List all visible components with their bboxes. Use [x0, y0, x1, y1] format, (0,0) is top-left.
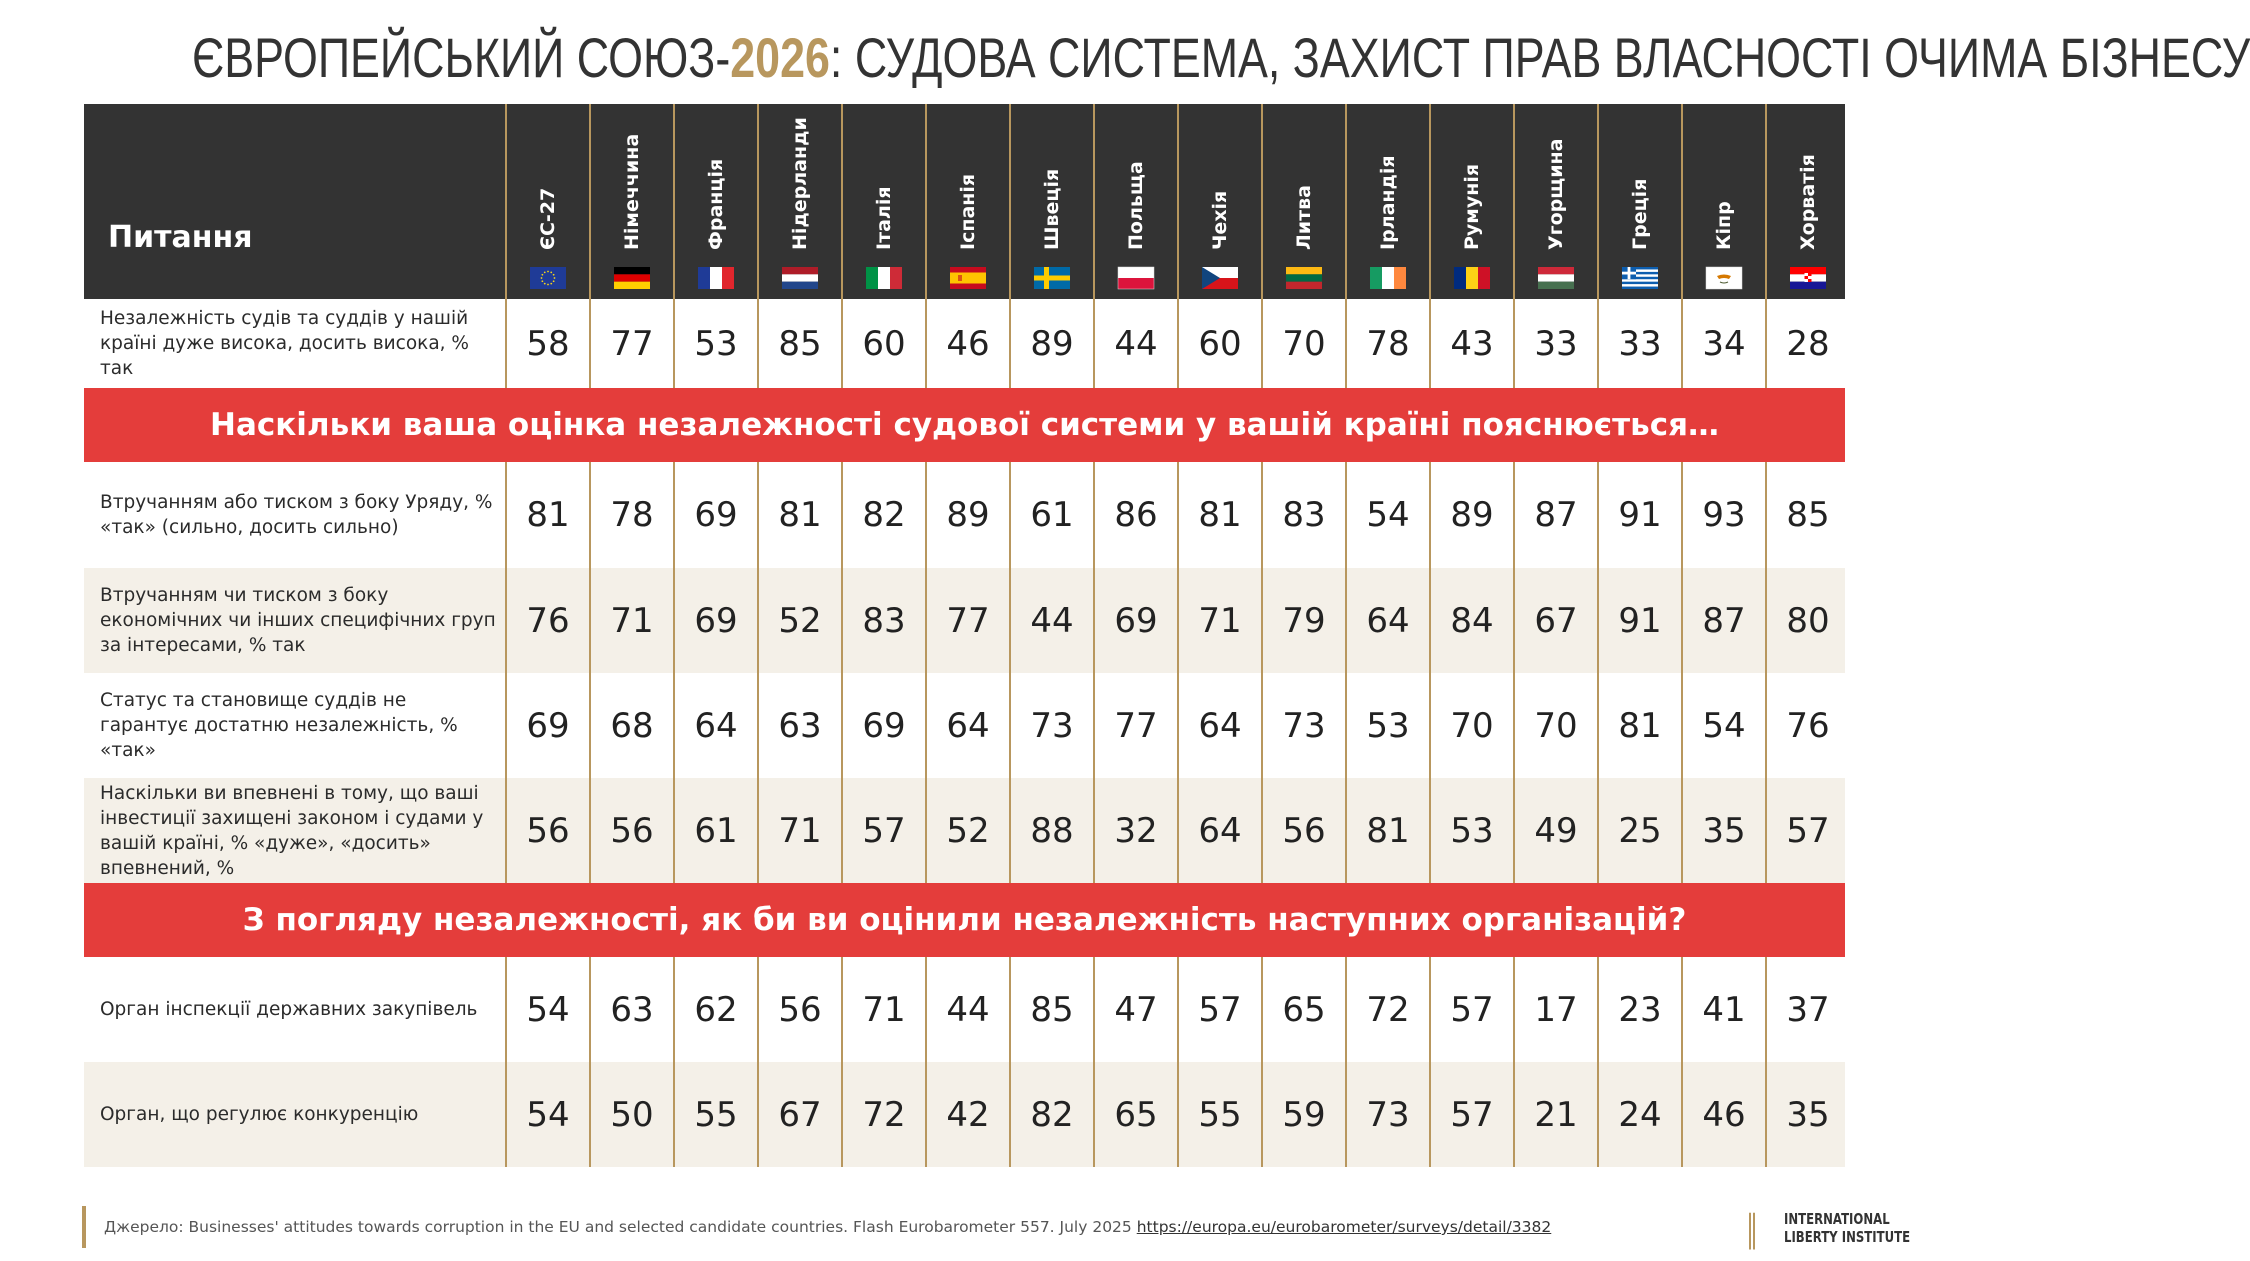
- value-cell: 52: [946, 810, 990, 851]
- value-cell: 83: [862, 600, 906, 641]
- question-text: Орган інспекції державних закупівель: [100, 999, 478, 1020]
- value-cell: 64: [694, 705, 738, 746]
- column-divider: [1345, 462, 1347, 883]
- value-cell: 42: [946, 1094, 990, 1135]
- value-cell: 61: [1030, 495, 1074, 535]
- value-cell: 52: [778, 600, 822, 641]
- section-banner: З погляду незалежності, як би ви оцінили незалежність наступних організацій?: [84, 883, 1845, 957]
- value-cell: 57: [1786, 810, 1830, 851]
- question-column-label: Питання: [108, 220, 253, 255]
- column-divider: [1093, 957, 1095, 1167]
- table-row: [84, 462, 1845, 568]
- value-cell: 80: [1786, 600, 1830, 641]
- value-cell: 63: [778, 705, 822, 746]
- value-cell: 78: [1366, 323, 1410, 364]
- question-text: Орган, що регулює конкуренцію: [100, 1104, 419, 1125]
- table-header: [84, 104, 1845, 299]
- value-cell: 43: [1450, 323, 1494, 364]
- country-name: Нідерланди: [789, 117, 811, 250]
- value-cell: 93: [1702, 495, 1746, 535]
- value-cell: 65: [1282, 989, 1326, 1030]
- value-cell: 46: [946, 323, 990, 364]
- country-name: ЄС-27: [537, 187, 559, 250]
- column-divider: [1681, 957, 1683, 1167]
- value-cell: 54: [1366, 495, 1410, 535]
- column-divider: [1345, 104, 1347, 388]
- value-cell: 70: [1450, 705, 1494, 746]
- value-cell: 25: [1618, 810, 1662, 851]
- value-cell: 50: [610, 1094, 654, 1135]
- column-divider: [1009, 957, 1011, 1167]
- value-cell: 65: [1114, 1094, 1158, 1135]
- column-header-3: [758, 104, 842, 299]
- value-cell: 87: [1702, 600, 1746, 641]
- value-cell: 81: [1366, 810, 1410, 851]
- spain-flag-icon: [950, 267, 986, 289]
- value-cell: 83: [1282, 495, 1326, 535]
- column-divider: [925, 462, 927, 883]
- value-cell: 82: [862, 495, 906, 535]
- value-cell: 17: [1534, 989, 1578, 1030]
- value-cell: 67: [1534, 600, 1578, 641]
- title-part1: ЄВРОПЕЙСЬКИЙ СОЮЗ-: [192, 26, 731, 89]
- value-cell: 73: [1030, 705, 1074, 746]
- column-divider: [505, 957, 507, 1167]
- value-cell: 72: [1366, 989, 1410, 1030]
- value-cell: 44: [1114, 323, 1158, 364]
- cyprus-flag-icon: [1706, 267, 1742, 289]
- value-cell: 71: [862, 989, 906, 1030]
- question-text: Втручанням чи тиском з боку економічних чи інших специфічних груп за інтересами, % так: [100, 585, 496, 656]
- value-cell: 60: [862, 323, 906, 364]
- column-divider: [1345, 957, 1347, 1167]
- column-divider: [589, 462, 591, 883]
- value-cell: 88: [1030, 810, 1074, 851]
- survey-table: [84, 104, 1845, 1184]
- value-cell: 84: [1450, 600, 1494, 641]
- column-divider: [589, 957, 591, 1167]
- ili-logo-icon: ||: [1746, 1205, 1755, 1250]
- romania-flag-icon: [1454, 267, 1490, 289]
- value-cell: 85: [778, 323, 822, 364]
- value-cell: 87: [1534, 495, 1578, 535]
- value-cell: 89: [946, 495, 990, 535]
- value-cell: 62: [694, 989, 738, 1030]
- value-cell: 64: [1198, 810, 1242, 851]
- question-text: Наскільки ви впевнені в тому, що ваші інвестиції захищені законом і судами у вашій країні, % «дуже», «досить» впевнений, %: [100, 782, 484, 879]
- lithuania-flag-icon: [1286, 267, 1322, 289]
- column-header-4: [842, 104, 926, 299]
- column-header-13: [1598, 104, 1682, 299]
- value-cell: 53: [694, 323, 738, 364]
- value-cell: 47: [1114, 989, 1158, 1030]
- question-text: Статус та становище суддів не гарантує достатню незалежність, % «так»: [100, 690, 458, 761]
- value-cell: 72: [862, 1094, 906, 1135]
- country-name: Італія: [873, 186, 895, 250]
- value-cell: 60: [1198, 323, 1242, 364]
- country-name: Швеція: [1041, 168, 1063, 250]
- value-cell: 77: [1114, 705, 1158, 746]
- column-header-2: [674, 104, 758, 299]
- column-header-5: [926, 104, 1010, 299]
- column-divider: [1009, 462, 1011, 883]
- value-cell: 56: [778, 989, 822, 1030]
- value-cell: 76: [1786, 705, 1830, 746]
- column-header-15: [1766, 104, 1850, 299]
- value-cell: 56: [526, 810, 570, 851]
- column-divider: [1261, 957, 1263, 1167]
- source-note: [104, 1218, 1551, 1236]
- column-divider: [1093, 462, 1095, 883]
- italy-flag-icon: [866, 267, 902, 289]
- column-divider: [1597, 104, 1599, 388]
- value-cell: 54: [526, 1094, 570, 1135]
- value-cell: 81: [1618, 705, 1662, 746]
- value-cell: 89: [1030, 323, 1074, 364]
- value-cell: 33: [1534, 323, 1578, 364]
- value-cell: 44: [946, 989, 990, 1030]
- column-divider: [1429, 462, 1431, 883]
- value-cell: 81: [778, 495, 822, 535]
- column-divider: [757, 462, 759, 883]
- country-name: Угорщина: [1545, 138, 1567, 250]
- table-row: [84, 778, 1845, 883]
- france-flag-icon: [698, 267, 734, 289]
- croatia-flag-icon: [1790, 267, 1826, 289]
- value-cell: 57: [862, 810, 906, 851]
- column-divider: [1177, 462, 1179, 883]
- value-cell: 57: [1450, 1094, 1494, 1135]
- column-divider: [1513, 957, 1515, 1167]
- value-cell: 56: [1282, 810, 1326, 851]
- column-header-11: [1430, 104, 1514, 299]
- column-divider: [1177, 104, 1179, 388]
- value-cell: 69: [862, 705, 906, 746]
- czechia-flag-icon: [1202, 267, 1238, 289]
- column-divider: [1177, 957, 1179, 1167]
- value-cell: 32: [1114, 810, 1158, 851]
- column-divider: [1765, 104, 1767, 388]
- column-divider: [1681, 462, 1683, 883]
- table-row: [84, 957, 1845, 1062]
- value-cell: 28: [1786, 323, 1830, 364]
- country-name: Іспанія: [957, 173, 979, 250]
- table-row: [84, 299, 1845, 388]
- country-name: Ірландія: [1377, 155, 1399, 250]
- greece-flag-icon: [1622, 267, 1658, 289]
- column-divider: [673, 462, 675, 883]
- table-row: [84, 568, 1845, 673]
- value-cell: 21: [1534, 1094, 1578, 1135]
- value-cell: 68: [610, 705, 654, 746]
- source-link[interactable]: https://europa.eu/eurobarometer/surveys/detail/3382: [1136, 1218, 1552, 1236]
- source-text: Джерело: Businesses' attitudes towards corruption in the EU and selected candidate countries. Flash Eurobarometer 557. July 2025: [104, 1218, 1137, 1236]
- column-divider: [757, 104, 759, 388]
- column-divider: [1513, 104, 1515, 388]
- value-cell: 35: [1702, 810, 1746, 851]
- value-cell: 46: [1702, 1094, 1746, 1135]
- column-divider: [505, 104, 507, 388]
- country-name: Польща: [1125, 161, 1147, 250]
- value-cell: 69: [1114, 600, 1158, 641]
- value-cell: 73: [1366, 1094, 1410, 1135]
- column-divider: [1765, 957, 1767, 1167]
- value-cell: 41: [1702, 989, 1746, 1030]
- country-name: Румунія: [1461, 163, 1483, 250]
- value-cell: 71: [778, 810, 822, 851]
- value-cell: 81: [526, 495, 570, 535]
- poland-flag-icon: [1118, 267, 1154, 289]
- column-divider: [1597, 462, 1599, 883]
- value-cell: 78: [610, 495, 654, 535]
- table-row: [84, 673, 1845, 778]
- value-cell: 69: [694, 495, 738, 535]
- column-divider: [1261, 462, 1263, 883]
- column-divider: [1261, 104, 1263, 388]
- country-name: Кіпр: [1713, 201, 1735, 250]
- ireland-flag-icon: [1370, 267, 1406, 289]
- value-cell: 37: [1786, 989, 1830, 1030]
- value-cell: 59: [1282, 1094, 1326, 1135]
- value-cell: 70: [1282, 323, 1326, 364]
- value-cell: 55: [1198, 1094, 1242, 1135]
- value-cell: 44: [1030, 600, 1074, 641]
- column-divider: [925, 104, 927, 388]
- column-divider: [925, 957, 927, 1167]
- value-cell: 82: [1030, 1094, 1074, 1135]
- column-divider: [1513, 462, 1515, 883]
- value-cell: 24: [1618, 1094, 1662, 1135]
- column-divider: [1009, 104, 1011, 388]
- value-cell: 77: [610, 323, 654, 364]
- value-cell: 73: [1282, 705, 1326, 746]
- value-cell: 56: [610, 810, 654, 851]
- value-cell: 33: [1618, 323, 1662, 364]
- section-banner: Наскільки ваша оцінка незалежності судової системи у вашій країні пояснюється…: [84, 388, 1845, 462]
- column-divider: [1429, 957, 1431, 1167]
- value-cell: 63: [610, 989, 654, 1030]
- value-cell: 49: [1534, 810, 1578, 851]
- country-name: Франція: [705, 158, 727, 250]
- institute-logo: [1746, 1202, 1911, 1252]
- column-header-12: [1514, 104, 1598, 299]
- value-cell: 55: [694, 1094, 738, 1135]
- column-divider: [757, 957, 759, 1167]
- table-row: [84, 1062, 1845, 1167]
- value-cell: 64: [946, 705, 990, 746]
- value-cell: 53: [1450, 810, 1494, 851]
- column-divider: [1765, 462, 1767, 883]
- value-cell: 71: [1198, 600, 1242, 641]
- value-cell: 77: [946, 600, 990, 641]
- country-name: Литва: [1293, 185, 1315, 250]
- column-divider: [841, 104, 843, 388]
- page-title: [192, 18, 2250, 98]
- column-divider: [673, 957, 675, 1167]
- value-cell: 57: [1198, 989, 1242, 1030]
- column-header-1: [590, 104, 674, 299]
- column-divider: [589, 104, 591, 388]
- netherlands-flag-icon: [782, 267, 818, 289]
- value-cell: 54: [526, 989, 570, 1030]
- value-cell: 64: [1366, 600, 1410, 641]
- column-divider: [505, 462, 507, 883]
- column-divider: [841, 462, 843, 883]
- column-header-8: [1178, 104, 1262, 299]
- question-text: Втручанням або тиском з боку Уряду, % «так» (сильно, досить сильно): [100, 492, 493, 538]
- title-part2: : СУДОВА СИСТЕМА, ЗАХИСТ ПРАВ ВЛАСНОСТІ ОЧИМА БІЗНЕСУ: [829, 26, 2250, 89]
- value-cell: 57: [1450, 989, 1494, 1030]
- logo-line1: INTERNATIONAL: [1784, 1210, 1890, 1228]
- column-divider: [1597, 957, 1599, 1167]
- column-header-10: [1346, 104, 1430, 299]
- value-cell: 61: [694, 810, 738, 851]
- value-cell: 69: [694, 600, 738, 641]
- country-name: Греція: [1629, 178, 1651, 250]
- eu-flag-icon: [530, 267, 566, 289]
- value-cell: 79: [1282, 600, 1326, 641]
- column-divider: [1093, 104, 1095, 388]
- column-header-7: [1094, 104, 1178, 299]
- column-divider: [1681, 104, 1683, 388]
- value-cell: 91: [1618, 600, 1662, 641]
- value-cell: 71: [610, 600, 654, 641]
- value-cell: 35: [1786, 1094, 1830, 1135]
- value-cell: 54: [1702, 705, 1746, 746]
- country-name: Хорватія: [1797, 154, 1819, 250]
- value-cell: 69: [526, 705, 570, 746]
- footer-accent-bar: [82, 1206, 86, 1248]
- value-cell: 85: [1786, 495, 1830, 535]
- question-text: Незалежність судів та суддів у нашій країні дуже висока, досить висока, % так: [100, 308, 469, 379]
- value-cell: 58: [526, 323, 570, 364]
- country-name: Чехія: [1209, 190, 1231, 250]
- value-cell: 70: [1534, 705, 1578, 746]
- value-cell: 81: [1198, 495, 1242, 535]
- value-cell: 67: [778, 1094, 822, 1135]
- value-cell: 34: [1702, 323, 1746, 364]
- column-divider: [1429, 104, 1431, 388]
- logo-line2: LIBERTY INSTITUTE: [1784, 1228, 1911, 1246]
- column-header-0: [506, 104, 590, 299]
- country-name: Німеччина: [621, 133, 643, 250]
- value-cell: 89: [1450, 495, 1494, 535]
- value-cell: 53: [1366, 705, 1410, 746]
- germany-flag-icon: [614, 267, 650, 289]
- column-header-9: [1262, 104, 1346, 299]
- value-cell: 64: [1198, 705, 1242, 746]
- value-cell: 85: [1030, 989, 1074, 1030]
- hungary-flag-icon: [1538, 267, 1574, 289]
- column-divider: [673, 104, 675, 388]
- value-cell: 76: [526, 600, 570, 641]
- column-header-14: [1682, 104, 1766, 299]
- sweden-flag-icon: [1034, 267, 1070, 289]
- column-divider: [841, 957, 843, 1167]
- value-cell: 86: [1114, 495, 1158, 535]
- value-cell: 91: [1618, 495, 1662, 535]
- value-cell: 23: [1618, 989, 1662, 1030]
- title-year: 2026: [730, 26, 830, 89]
- column-header-6: [1010, 104, 1094, 299]
